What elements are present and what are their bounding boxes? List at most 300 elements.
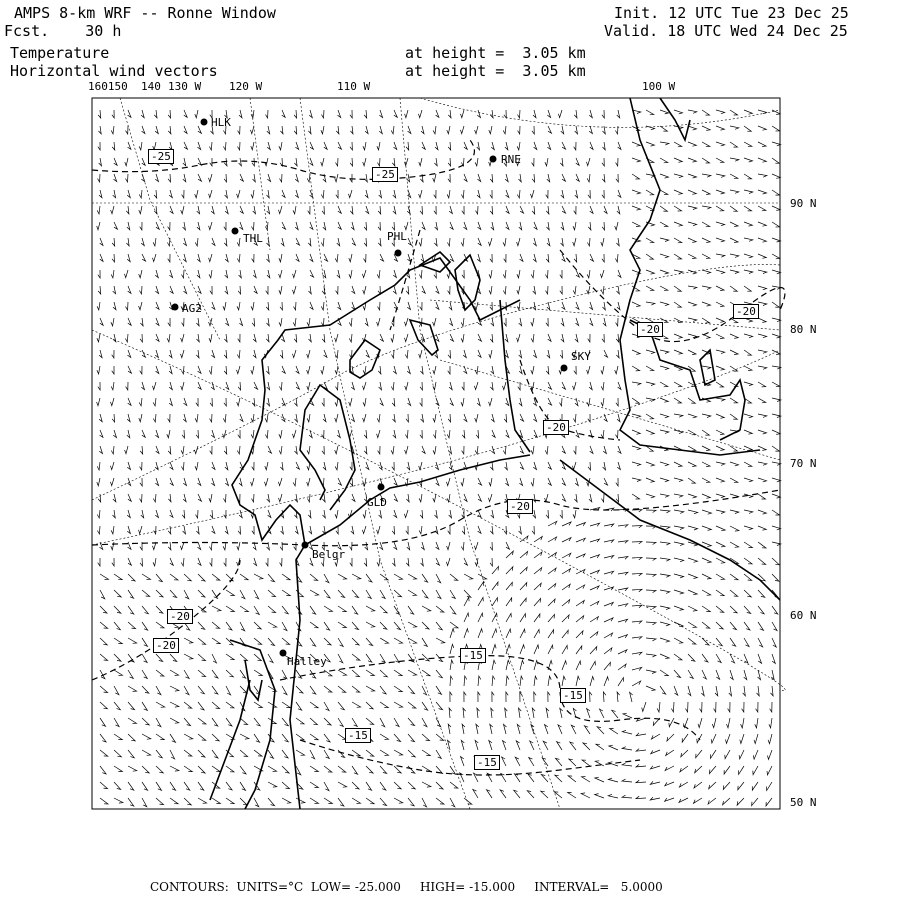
wind-vector [772, 270, 781, 274]
wind-vector [212, 686, 218, 694]
wind-vector [674, 638, 683, 643]
wind-vector [183, 414, 186, 422]
wind-vector [212, 654, 217, 663]
wind-vector [310, 734, 318, 740]
wind-vector [758, 430, 767, 434]
wind-vector [324, 622, 330, 630]
wind-vector [321, 302, 324, 310]
wind-vector [394, 702, 403, 707]
wind-vector [560, 510, 562, 518]
wind-vector [113, 190, 116, 198]
wind-vector [615, 254, 618, 262]
wind-vector [548, 599, 555, 606]
wind-vector [252, 526, 254, 534]
wind-vector [674, 318, 682, 323]
wind-vector [111, 206, 114, 214]
wind-vector [433, 414, 436, 422]
wind-vector [632, 350, 640, 354]
wind-vector [239, 110, 242, 118]
wind-vector [492, 645, 496, 655]
wind-vector [758, 622, 764, 630]
wind-vector [602, 334, 604, 342]
wind-vector [492, 629, 497, 638]
wind-vector [518, 110, 521, 118]
wind-vector [504, 302, 506, 310]
wind-vector [394, 110, 397, 117]
wind-vector [561, 190, 564, 198]
wind-vector [240, 718, 248, 725]
wind-vector [237, 398, 240, 406]
wind-vector [475, 414, 478, 422]
wind-vector [156, 766, 163, 773]
wind-vector [114, 174, 117, 182]
wind-vector [128, 750, 134, 758]
wind-vector [562, 553, 571, 558]
contour-label: -15 [560, 688, 586, 703]
wind-vector [310, 718, 317, 725]
wind-vector [210, 398, 212, 406]
contour-label: -20 [507, 499, 533, 514]
wind-vector [462, 270, 464, 278]
lon-label: 140 [141, 80, 161, 93]
wind-vector [505, 142, 508, 150]
wind-vector [114, 654, 121, 661]
wind-vector [534, 583, 541, 590]
wind-vector [97, 222, 100, 230]
wind-vector [562, 676, 565, 686]
wind-vector [142, 606, 148, 614]
wind-vector [156, 334, 159, 341]
wind-vector [128, 702, 135, 710]
wind-vector [112, 142, 115, 150]
wind-vector [125, 158, 128, 166]
wind-vector [636, 749, 646, 752]
wind-vector [422, 670, 430, 676]
wind-vector [618, 604, 628, 607]
wind-vector [310, 142, 313, 149]
wind-vector [366, 718, 374, 724]
wind-vector [491, 318, 494, 326]
wind-vector [674, 174, 683, 178]
wind-vector [170, 782, 176, 790]
coastline-segment [660, 98, 690, 140]
wind-vector [450, 676, 453, 686]
wind-vector [209, 190, 212, 198]
wind-vector [183, 478, 186, 486]
wind-vector [324, 766, 332, 772]
wind-vector [590, 676, 594, 686]
wind-vector [590, 142, 593, 149]
wind-vector [419, 350, 422, 358]
wind-vector [405, 110, 408, 118]
coastline-segment [455, 255, 480, 310]
wind-vector [531, 318, 534, 326]
wind-vector [126, 126, 129, 134]
wind-vector [616, 350, 619, 358]
wind-vector [237, 254, 240, 262]
wind-vector [702, 574, 711, 579]
wind-vector [293, 318, 296, 326]
wind-vector [170, 686, 179, 691]
wind-vector [366, 462, 369, 470]
wind-vector [142, 574, 151, 580]
wind-vector [744, 510, 753, 513]
wind-vector [702, 414, 711, 418]
wind-vector [744, 590, 751, 597]
wind-vector [126, 174, 129, 182]
wind-vector [267, 382, 270, 390]
wind-vector [128, 686, 137, 691]
wind-vector [702, 126, 710, 130]
wind-vector [223, 302, 226, 310]
wind-vector [240, 782, 246, 790]
wind-vector [601, 430, 604, 438]
wind-vector [100, 654, 108, 660]
wind-vector [182, 510, 185, 518]
wind-vector [590, 254, 594, 261]
station-label: SKY [571, 350, 591, 363]
wind-vector [632, 398, 639, 403]
wind-vector [156, 718, 161, 727]
wind-vector [519, 318, 522, 326]
wind-vector [534, 692, 536, 702]
wind-vector [601, 238, 604, 246]
wind-vector [618, 142, 621, 149]
wind-vector [574, 366, 576, 374]
wind-vector [365, 190, 368, 198]
wind-vector [617, 206, 620, 214]
wind-vector [674, 462, 682, 467]
wind-vector [212, 766, 220, 772]
wind-vector [197, 222, 200, 230]
wind-vector [463, 350, 466, 358]
wind-vector [198, 798, 207, 803]
wind-vector [295, 526, 298, 534]
wind-vector [450, 644, 454, 654]
wind-vector [573, 414, 576, 422]
wind-vector [543, 741, 548, 750]
wind-vector [379, 126, 382, 134]
wind-vector [156, 590, 163, 597]
wind-vector [97, 462, 100, 470]
wind-vector [701, 686, 704, 696]
wind-vector [366, 670, 374, 676]
wind-vector [268, 446, 272, 453]
wind-vector [758, 542, 766, 548]
wind-vector [156, 318, 159, 325]
wind-vector [391, 334, 394, 342]
wind-vector [324, 254, 328, 261]
wind-vector [758, 270, 767, 274]
wind-vector [267, 238, 270, 246]
wind-vector [422, 734, 430, 741]
wind-vector [533, 286, 536, 294]
wind-vector [702, 462, 710, 467]
wind-vector [366, 590, 371, 599]
wind-vector [406, 526, 408, 534]
contour-label: -20 [153, 638, 179, 653]
wind-vector [282, 750, 288, 758]
wind-vector [98, 382, 100, 390]
wind-vector [660, 350, 669, 354]
wind-vector [366, 798, 374, 804]
wind-vector [421, 414, 424, 422]
wind-vector [112, 366, 114, 374]
wind-vector [100, 318, 103, 325]
wind-vector [266, 286, 268, 294]
wind-vector [100, 734, 106, 742]
wind-vector [212, 462, 215, 469]
wind-vector [268, 702, 277, 707]
wind-vector [209, 366, 212, 374]
wind-vector [184, 702, 192, 708]
wind-vector [296, 590, 303, 597]
wind-vector [338, 222, 341, 229]
wind-vector [181, 350, 185, 358]
wind-vector [674, 222, 682, 226]
wind-vector [716, 302, 724, 307]
wind-vector [377, 270, 380, 278]
wind-vector [295, 414, 298, 422]
wind-vector [730, 654, 735, 663]
wind-vector [391, 446, 394, 454]
wind-vector [636, 764, 646, 767]
wind-vector [595, 794, 604, 798]
wind-vector [100, 686, 108, 693]
wind-vector [660, 158, 668, 163]
wind-vector [744, 350, 751, 355]
wind-vector [476, 430, 479, 438]
wind-vector [338, 302, 341, 310]
wind-vector [310, 158, 313, 165]
wind-vector [436, 606, 444, 612]
wind-vector [716, 190, 725, 194]
coastline-segment [232, 258, 520, 809]
wind-vector [504, 414, 507, 422]
wind-vector [730, 286, 737, 291]
wind-vector [211, 206, 214, 214]
wind-vector [772, 574, 779, 581]
wind-vector [168, 526, 171, 534]
wind-vector [170, 206, 173, 213]
wind-vector [758, 302, 767, 306]
wind-vector [128, 622, 136, 629]
wind-vector [576, 538, 585, 542]
wind-vector [128, 318, 131, 325]
wind-vector [212, 798, 220, 804]
wind-vector [225, 478, 228, 486]
wind-vector [589, 382, 592, 390]
wind-vector [181, 446, 184, 454]
wind-vector [434, 190, 436, 198]
wind-vector [322, 286, 325, 294]
wind-vector [168, 174, 171, 182]
wind-vector [435, 142, 438, 150]
wind-vector [646, 430, 654, 434]
wind-vector [310, 750, 315, 759]
wind-vector [461, 542, 464, 550]
wind-vector [646, 686, 655, 691]
graticule-line [440, 360, 780, 460]
wind-vector [758, 510, 766, 514]
wind-vector [548, 537, 557, 542]
wind-vector [632, 446, 641, 450]
wind-vector [141, 174, 144, 182]
wind-vector [321, 126, 324, 134]
wind-vector [646, 590, 656, 593]
wind-vector [545, 494, 548, 502]
wind-vector [548, 521, 557, 526]
contour-line [92, 560, 240, 680]
wind-vector [716, 430, 724, 435]
wind-vector [590, 555, 599, 558]
wind-vector [603, 318, 606, 326]
wind-vector [338, 638, 343, 647]
wind-vector [240, 670, 246, 678]
wind-vector [533, 254, 536, 262]
wind-vector [198, 702, 204, 710]
coastline-segment [245, 660, 262, 700]
wind-vector [546, 254, 549, 262]
wind-vector [674, 190, 682, 194]
wind-vector [503, 286, 506, 294]
wind-vector [674, 254, 682, 259]
wind-vector [478, 494, 482, 501]
contour-label: -25 [372, 167, 398, 182]
wind-vector [226, 782, 232, 790]
wind-vector [140, 318, 143, 326]
coastline-segment [300, 385, 355, 510]
wind-vector [716, 254, 725, 257]
wind-vector [209, 270, 212, 278]
wind-vector [520, 567, 527, 574]
station-label: AG2 [182, 302, 202, 315]
wind-vector [436, 286, 439, 293]
wind-vector [477, 110, 480, 118]
wind-vector [352, 798, 361, 803]
wind-vector [350, 110, 352, 118]
wind-vector [730, 398, 738, 403]
wind-vector [674, 238, 682, 243]
wind-vector [492, 676, 495, 686]
wind-vector [296, 702, 302, 710]
wind-vector [646, 254, 653, 259]
wind-vector [514, 790, 520, 798]
wind-vector [112, 414, 115, 422]
wind-vector [506, 222, 509, 229]
wind-vector [632, 382, 641, 385]
wind-vector [433, 430, 436, 438]
wind-vector [688, 190, 696, 194]
wind-vector [632, 652, 642, 655]
wind-vector [405, 430, 408, 438]
wind-vector [380, 398, 383, 405]
wind-vector [506, 190, 509, 198]
wind-vector [142, 350, 146, 357]
wind-vector [738, 782, 744, 790]
wind-vector [181, 366, 184, 374]
station-dot [378, 484, 385, 491]
station-dot [490, 156, 497, 163]
wind-vector [646, 142, 654, 146]
wind-vector [212, 670, 218, 678]
wind-vector [420, 382, 422, 390]
wind-vector [226, 622, 232, 630]
wind-vector [296, 734, 304, 740]
wind-vector [447, 494, 450, 502]
wind-vector [252, 494, 255, 502]
wind-vector [198, 558, 201, 565]
wind-vector [474, 542, 478, 550]
wind-vector [393, 206, 396, 214]
wind-vector [128, 286, 131, 293]
wind-vector [688, 110, 697, 113]
wind-vector [184, 718, 191, 726]
wind-vector [492, 566, 499, 574]
wind-vector [541, 791, 548, 798]
wind-vector [170, 750, 175, 759]
wind-vector [730, 350, 738, 355]
wind-vector [506, 645, 510, 655]
wind-vector [478, 350, 481, 357]
wind-vector [154, 110, 157, 118]
wind-vector [280, 174, 283, 182]
wind-vector [491, 510, 494, 518]
wind-vector [365, 542, 368, 550]
wind-vector [97, 206, 100, 214]
wind-vector [184, 142, 188, 149]
wind-vector [716, 238, 725, 242]
wind-vector [548, 645, 553, 654]
wind-vector [394, 750, 403, 755]
wind-vector [352, 654, 360, 660]
wind-vector [237, 302, 240, 310]
wind-vector [266, 558, 268, 566]
wind-vector [730, 254, 739, 257]
wind-vector [309, 110, 312, 118]
wind-vector [407, 542, 410, 550]
wind-vector [282, 766, 289, 773]
wind-vector [632, 557, 642, 560]
wind-vector [142, 430, 145, 437]
wind-vector [154, 526, 156, 534]
wind-vector [394, 542, 397, 550]
wind-vector [674, 382, 682, 387]
wind-vector [408, 702, 416, 708]
wind-vector [730, 638, 736, 646]
wind-vector [587, 366, 590, 374]
wind-vector [477, 398, 480, 406]
wind-vector [487, 790, 493, 798]
wind-vector [688, 398, 695, 403]
wind-vector [576, 585, 585, 590]
wind-vector [772, 494, 780, 498]
wind-vector [754, 734, 758, 744]
wind-vector [744, 142, 752, 147]
wind-vector [335, 414, 338, 422]
forecast-hour: Fcst. 30 h [4, 22, 122, 40]
wind-vector [210, 446, 212, 454]
wind-vector [632, 667, 642, 670]
wind-vector [674, 542, 684, 546]
wind-vector [198, 158, 202, 165]
wind-vector [547, 174, 550, 182]
wind-vector [363, 510, 366, 518]
wind-vector [406, 558, 409, 566]
wind-vector [772, 190, 780, 195]
wind-vector [604, 633, 613, 638]
wind-vector [114, 750, 121, 757]
